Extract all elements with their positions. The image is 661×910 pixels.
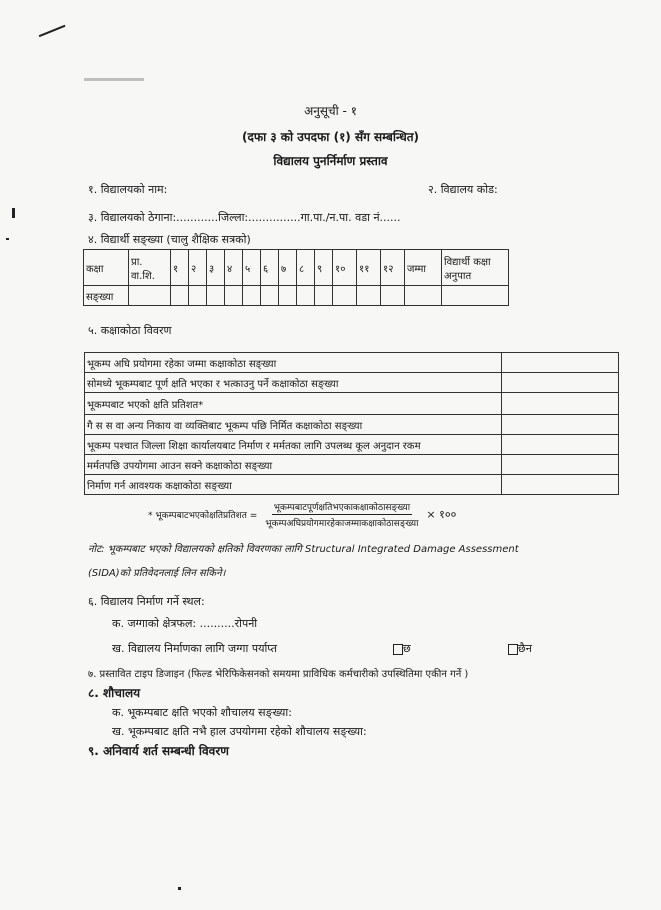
grade-header: ६ (261, 250, 279, 286)
construction-site-label: ६. विद्यालय निर्माण गर्ने स्थल: (88, 595, 205, 608)
note-line-1: नोट: भूकम्पबाट भएको विद्यालयको क्षतिको विवरणका लागि Structural Integrated Damage Assessment (88, 544, 519, 555)
damage-percent-formula (148, 500, 456, 529)
page-heading: विद्यालय पुनर्निर्माण प्रस्ताव (273, 154, 388, 168)
count-cell (333, 286, 357, 306)
classroom-row-label: गै स स वा अन्य निकाय वा व्यक्तिबाट भूकम्प पछि निर्मित कक्षाकोठा सङ्ख्या (85, 415, 502, 435)
usable-toilet-count: ख. भूकम्पबाट क्षति नभै हाल उपयोगमा रहेको शौचालय सङ्ख्या: (112, 725, 367, 738)
classroom-row-label: भूकम्प पश्चात जिल्ला शिक्षा कार्यालयबाट निर्माण र मर्मतका लागि उपलब्ध कूल अनुदान रकम (85, 435, 502, 455)
classroom-row-label: भूकम्प अघि प्रयोगमा रहेका जम्मा कक्षाकोठा सङ्ख्या (85, 353, 502, 373)
classroom-row-label: मर्मतपछि उपयोगमा आउन सक्ने कक्षाकोठा सङ्ख्या (85, 455, 502, 475)
scan-speck (12, 208, 15, 218)
note-line-2: (SIDA)को प्रतिवेदनलाई लिन सकिने। (88, 568, 226, 579)
count-cell (297, 286, 315, 306)
classroom-value-cell (502, 415, 619, 435)
grade-header: १ (171, 250, 189, 286)
damaged-toilet-count: क. भूकम्पबाट क्षति भएको शौचालय सङ्ख्या: (112, 706, 292, 719)
classroom-details-table (84, 352, 619, 495)
grade-header: ८ (297, 250, 315, 286)
preprimary-line1: प्रा. (131, 256, 143, 268)
count-cell (171, 286, 189, 306)
classroom-value-cell (502, 475, 619, 495)
scan-speck (178, 887, 181, 890)
grade-header: ११ (357, 250, 381, 286)
no-label: छैन (518, 642, 532, 655)
yes-checkbox[interactable] (393, 644, 403, 655)
grade-header: २ (189, 250, 207, 286)
count-cell (225, 286, 243, 306)
count-cell (405, 286, 442, 306)
student-count-label: ४. विद्यार्थी सङ्ख्या (चालु शैक्षिक सत्रको) (88, 233, 251, 246)
classroom-value-cell (502, 455, 619, 475)
count-cell (207, 286, 225, 306)
school-name-field: १. विद्यालयको नाम: (88, 183, 168, 196)
grade-header: ४ (225, 250, 243, 286)
land-adequacy-field: ख. विद्यालय निर्माणका लागि जग्गा पर्याप्त (112, 642, 277, 655)
count-cell (279, 286, 297, 306)
proposed-type-design: ७. प्रस्तावित टाइप डिजाइन (फिल्ड भेरिफिकेसनको समयमा प्राविधिक कर्मचारीको उपस्थितिमा एकीन गर्ने ) (88, 669, 469, 680)
classroom-row-label: भूकम्पबाट भएको क्षति प्रतिशत* (85, 393, 502, 415)
table-header-class: कक्षा (84, 250, 129, 286)
table-header-preprimary (129, 250, 171, 286)
scan-speck (6, 238, 9, 240)
formula-lhs: * भूकम्पबाटभएकोक्षतिप्रतिशत = (148, 511, 258, 521)
toilet-section-label: ८. शौचालय (88, 686, 141, 700)
grade-header: ९ (315, 250, 333, 286)
student-count-table (83, 249, 509, 306)
school-code-field: २. विद्यालय कोड: (428, 183, 498, 196)
classroom-details-label: ५. कक्षाकोठा विवरण (88, 324, 172, 337)
count-cell (129, 286, 171, 306)
classroom-value-cell (502, 435, 619, 455)
land-area-field: क. जग्गाको क्षेत्रफल: ..........रोपनी (112, 617, 258, 630)
count-cell (381, 286, 405, 306)
school-address-field: ३. विद्यालयको ठेगाना:............जिल्ला:...............गा.पा./न.पा. वडा नं...... (88, 211, 401, 224)
classroom-value-cell (502, 353, 619, 373)
yes-label: छ (403, 642, 411, 655)
count-cell (357, 286, 381, 306)
classroom-row-label: सोमध्ये भूकम्पबाट पूर्ण क्षति भएका र भत्काउनु पर्ने कक्षाकोठा सङ्ख्या (85, 373, 502, 393)
grade-header: ५ (243, 250, 261, 286)
grade-header: १२ (381, 250, 405, 286)
schedule-subtitle: (दफा ३ को उपदफा (१) सँग सम्बन्धित) (241, 130, 420, 144)
total-header: जम्मा (405, 250, 442, 286)
schedule-title: अनुसूची - १ (304, 104, 357, 118)
count-cell (243, 286, 261, 306)
land-adequate-yes-option[interactable] (393, 641, 411, 656)
mandatory-conditions-label: ९. अनिवार्य शर्त सम्बन्धी विवरण (88, 744, 229, 758)
grade-header: १० (333, 250, 357, 286)
formula-numerator: भूकम्पबाटपूर्णक्षतिभएकाकक्षाकोठासङ्ख्या (272, 500, 412, 515)
classroom-value-cell (502, 373, 619, 393)
formula-fraction (263, 500, 420, 529)
count-cell (315, 286, 333, 306)
count-cell (261, 286, 279, 306)
ratio-header: विद्यार्थी कक्षा अनुपात (442, 250, 509, 286)
grade-header: ७ (279, 250, 297, 286)
stamp-smudge (84, 78, 144, 81)
count-row-label: सङ्ख्या (84, 286, 129, 306)
land-adequate-no-option[interactable] (508, 641, 532, 656)
classroom-value-cell (502, 393, 619, 415)
grade-header: ३ (207, 250, 225, 286)
count-cell (442, 286, 509, 306)
formula-multiplier: × १०० (426, 508, 457, 521)
classroom-row-label: निर्माण गर्न आवश्यक कक्षाकोठा सङ्ख्या (85, 475, 502, 495)
preprimary-line2: वा.शि. (131, 270, 155, 282)
count-cell (189, 286, 207, 306)
pen-stroke-mark (39, 25, 66, 37)
formula-denominator: भूकम्पअघिप्रयोगमारहेकाजम्माकक्षाकोठासङ्ख्या (265, 519, 419, 529)
no-checkbox[interactable] (508, 644, 518, 655)
